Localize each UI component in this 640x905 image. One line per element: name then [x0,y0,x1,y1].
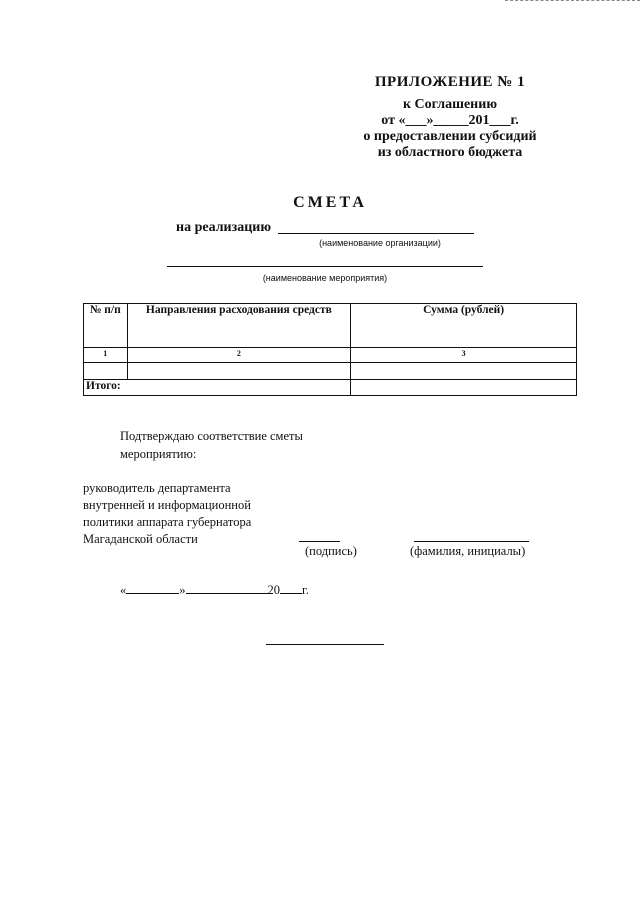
appendix-date: от «___»_____201___г. [381,113,519,128]
table-cell [84,363,128,380]
total-value [351,380,577,396]
year-suffix: г. [302,583,309,597]
appendix-subject: о предоставлении субсидий [363,129,537,144]
column-number-row [84,348,577,363]
total-row [84,380,577,396]
document-title: СМЕТА [293,194,367,211]
signature-caption: (подпись) [305,544,357,558]
year-prefix: 20 [267,583,280,597]
name-caption: (фамилия, инициалы) [410,544,526,558]
implementation-label: на реализацию [176,220,272,235]
head-position-line-3: политики аппарата губернатора [83,515,252,529]
table-cell [351,363,577,380]
date-close-quote: » [179,583,186,597]
table-cell [127,363,351,380]
signature-fill-line [299,541,340,542]
header-direction: Направления расходования средств [127,304,351,348]
header-num: № п/п [84,304,128,348]
appendix-budget: из областного бюджета [377,145,523,160]
head-position-line-1: руководитель департамента [83,481,231,495]
event-fill-line [167,266,483,267]
organization-fill-line [278,233,474,234]
table-header-row [84,304,577,348]
event-caption: (наименование мероприятия) [262,273,388,283]
table-row [84,363,577,380]
organization-caption: (наименование организации) [319,238,441,248]
confirm-text-line-1: Подтверждаю соответствие сметы [120,429,303,443]
scan-edge-line [505,0,640,1]
date-open-quote: « [120,583,127,597]
name-fill-line [414,541,529,542]
head-position-line-4: Магаданской области [83,532,198,546]
head-position-line-2: внутренней и информационной [83,498,251,512]
appendix-title: ПРИЛОЖЕНИЕ № 1 [374,74,526,90]
column-number-1: 1 [84,348,128,363]
month-fill-line [186,581,268,594]
budget-table [83,303,577,396]
total-label: Итого: [84,380,351,396]
day-fill-line [126,581,179,594]
year-fill-line [280,581,302,594]
column-number-2: 2 [127,348,351,363]
bottom-fill-line [266,644,384,645]
appendix-agreement: к Соглашению [402,97,498,112]
column-number-3: 3 [351,348,577,363]
date-row [120,581,309,598]
confirm-text-line-2: мероприятию: [120,447,197,461]
header-sum: Сумма (рублей) [351,304,577,348]
